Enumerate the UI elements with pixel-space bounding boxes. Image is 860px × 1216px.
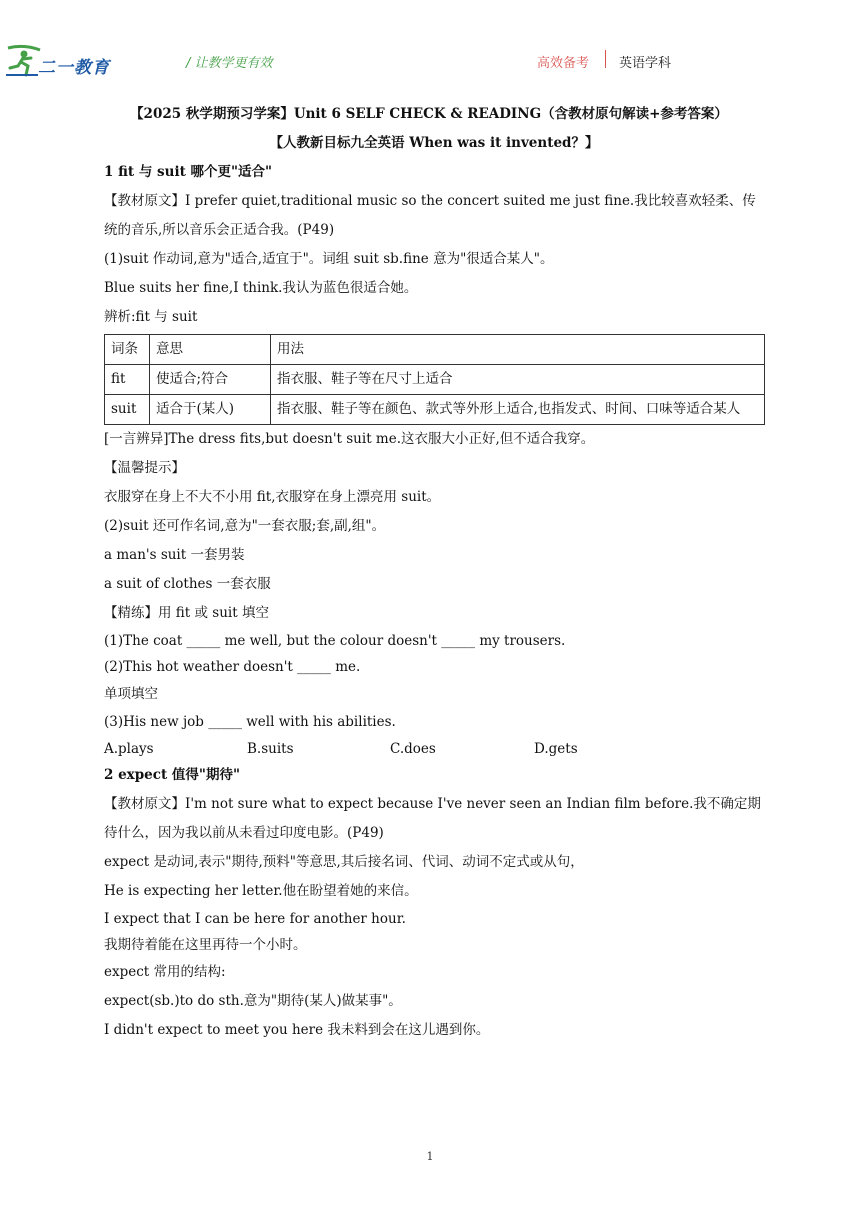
question: (2)This hot weather doesn't _____ me. — [104, 659, 361, 675]
original-sentence: 【教材原文】I'm not sure what to expect because I've never seen an Indian film before.我不确定期待什么，因为我以前从未看过印度电影。(P49) — [104, 796, 761, 841]
one-liner: [一言辨异]The dress fits,but doesn't suit me.这衣服大小正好,但不适合我穿。 — [104, 431, 595, 447]
logo-text: 二一教育 — [38, 58, 110, 78]
section-heading: 2 expect 值得"期待" — [104, 767, 240, 783]
table-cell: fit — [105, 365, 150, 395]
option-a: A.plays — [104, 741, 154, 757]
structure-item: expect(sb.)to do sth.意为"期待(某人)做某事"。 — [104, 993, 402, 1009]
header-divider — [605, 50, 606, 68]
example-sentence: He is expecting her letter.他在盼望着她的来信。 — [104, 883, 418, 899]
original-sentence: 【教材原文】I prefer quiet,traditional music so the concert suited me just fine.我比较喜欢轻柔、传统的音乐,所以音乐会正适合我。(P49) — [104, 193, 756, 238]
table-cell: 指衣服、鞋子等在颜色、款式等外形上适合,也指发式、时间、口味等适合某人 — [271, 395, 765, 425]
example-phrase: a man's suit 一套男装 — [104, 547, 245, 563]
logo — [4, 42, 114, 78]
structure-label: expect 常用的结构: — [104, 964, 226, 980]
comparison-table — [104, 334, 765, 425]
table-header-row — [105, 335, 765, 365]
question: (3)His new job _____ well with his abilities. — [104, 714, 396, 730]
table-header-cell: 词条 — [105, 335, 150, 365]
table-row — [105, 395, 765, 425]
question: (1)The coat _____ me well, but the colour doesn't _____ my trousers. — [104, 633, 566, 649]
option-c: C.does — [390, 741, 436, 757]
table-cell: 指衣服、鞋子等在尺寸上适合 — [271, 365, 765, 395]
page-header — [0, 0, 860, 90]
example-sentence: I expect that I can be here for another hour. — [104, 911, 406, 927]
explanation: (2)suit 还可作名词,意为"一套衣服;套,副,组"。 — [104, 518, 386, 534]
section-heading: 1 fit 与 suit 哪个更"适合" — [104, 164, 273, 180]
single-choice-label: 单项填空 — [104, 686, 158, 702]
explanation: (1)suit 作动词,意为"适合,适宜于"。词组 suit sb.fine 意为"很适合某人"。 — [104, 251, 554, 267]
example-sentence: I didn't expect to meet you here 我未料到会在这儿遇到你。 — [104, 1022, 490, 1038]
example-sentence: Blue suits her fine,I think.我认为蓝色很适合她。 — [104, 280, 418, 296]
table-header-cell: 用法 — [271, 335, 765, 365]
table-header-cell: 意思 — [150, 335, 271, 365]
table-cell: 适合于(某人) — [150, 395, 271, 425]
tag-subject: 英语学科 — [619, 56, 672, 71]
page-number: 1 — [426, 1150, 434, 1163]
table-row — [105, 365, 765, 395]
tip-text: 衣服穿在身上不大不小用 fit,衣服穿在身上漂亮用 suit。 — [104, 489, 441, 505]
example-phrase: a suit of clothes 一套衣服 — [104, 576, 271, 592]
slogan: / 让教学更有效 — [186, 56, 273, 71]
explanation: expect 是动词,表示"期待,预料"等意思,其后接名词、代词、动词不定式或从句， — [104, 854, 584, 870]
document-body — [104, 100, 764, 1045]
tag-exam-prep: 高效备考 — [537, 56, 590, 71]
option-d: D.gets — [534, 741, 578, 757]
document-title: 【2025 秋学期预习学案】Unit 6 SELF CHECK & READING（含教材原句解读+参考答案） — [130, 106, 728, 122]
answer-options — [104, 735, 764, 761]
option-b: B.suits — [247, 741, 294, 757]
tip-title: 【温馨提示】 — [104, 460, 185, 476]
practice-title: 【精练】用 fit 或 suit 填空 — [104, 605, 269, 621]
table-cell: 使适合;符合 — [150, 365, 271, 395]
document-subtitle: 【人教新目标九全英语 When was it invented？】 — [269, 135, 599, 151]
table-cell: suit — [105, 395, 150, 425]
analysis-label: 辨析:fit 与 suit — [104, 309, 198, 325]
example-translation: 我期待着能在这里再待一个小时。 — [104, 937, 307, 953]
